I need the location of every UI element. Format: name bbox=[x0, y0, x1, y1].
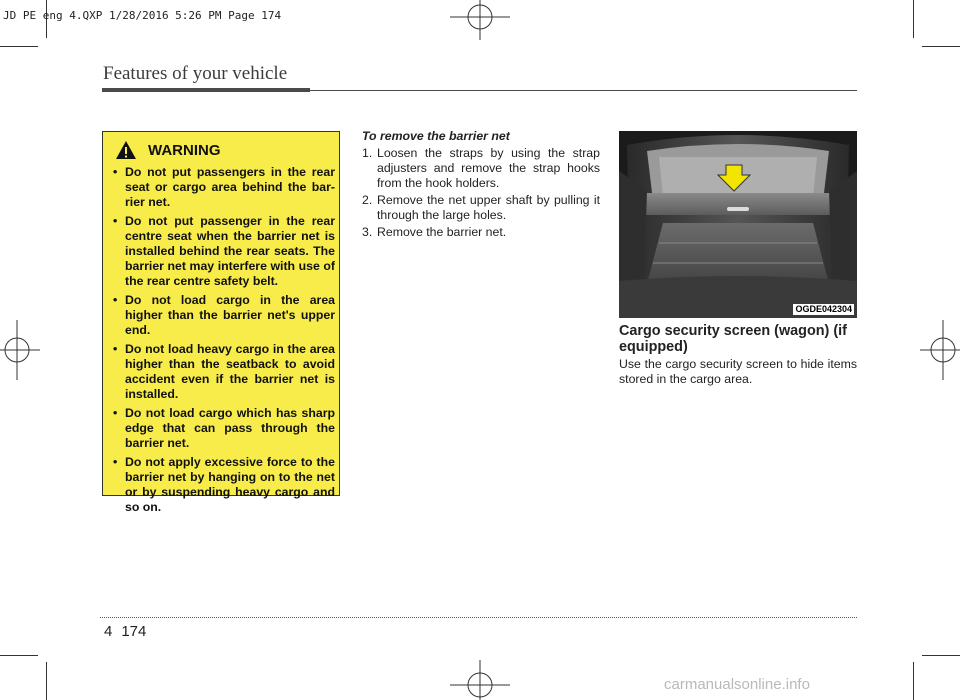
cargo-screen-heading: Cargo security screen (wagon) (if equipped) bbox=[619, 323, 847, 355]
warning-title: WARNING bbox=[148, 142, 221, 159]
removal-step bbox=[362, 193, 600, 223]
page-number bbox=[104, 623, 146, 640]
crop-mark bbox=[0, 655, 38, 656]
section-title: Features of your vehicle bbox=[103, 63, 288, 84]
warning-triangle-icon bbox=[115, 140, 137, 160]
removal-heading: To remove the barrier net bbox=[362, 129, 510, 143]
footer-rule bbox=[100, 617, 857, 618]
crop-mark bbox=[913, 662, 914, 700]
registration-mark-icon bbox=[920, 320, 960, 380]
warning-list bbox=[111, 165, 335, 519]
step-text: Remove the barrier net. bbox=[377, 225, 507, 239]
chapter-number: 4 bbox=[104, 623, 113, 640]
warning-item: • Do not load cargo which has sharp edge that can pass through the barrier net. bbox=[111, 406, 335, 451]
warning-item: • Do not load heavy cargo in the area higher than the seatback to avoid accident even if the barrier net is installed. bbox=[111, 342, 335, 402]
crop-mark bbox=[922, 46, 960, 47]
step-text: Loosen the straps by using the strap adjusters and remove the strap hooks from the hook holders. bbox=[377, 146, 600, 190]
title-rule bbox=[310, 90, 857, 91]
registration-mark-icon bbox=[0, 320, 40, 380]
crop-mark bbox=[913, 0, 914, 38]
crop-mark bbox=[0, 46, 38, 47]
crop-mark bbox=[922, 655, 960, 656]
registration-mark-icon bbox=[450, 660, 510, 700]
step-number: 1. bbox=[362, 146, 373, 160]
cargo-area-illustration bbox=[619, 131, 857, 318]
step-number: 3. bbox=[362, 225, 373, 239]
warning-box bbox=[102, 131, 340, 514]
removal-step bbox=[362, 225, 600, 240]
warning-item: • Do not load cargo in the area higher than the barrier net's upper end. bbox=[111, 293, 335, 338]
figure-code: OGDE042304 bbox=[795, 304, 852, 314]
page-number-value: 174 bbox=[121, 623, 147, 640]
removal-step bbox=[362, 146, 600, 191]
removal-steps bbox=[362, 146, 600, 242]
cargo-screen-description: Use the cargo security screen to hide items stored in the cargo area. bbox=[619, 357, 857, 386]
cargo-area-photo bbox=[619, 131, 857, 318]
warning-item: • Do not apply excessive force to the barrier net by hanging on to the net or by suspending heavy cargo and so on. bbox=[111, 455, 335, 515]
warning-item: • Do not put passenger in the rear centre seat when the barrier net is installed behind the rear seats. The barrier net may interfere with use of the rear centre safety belt. bbox=[111, 214, 335, 289]
title-rule bbox=[102, 88, 310, 92]
registration-mark-icon bbox=[450, 0, 510, 40]
print-slug: JD PE eng 4.QXP 1/28/2016 5:26 PM Page 174 bbox=[3, 9, 282, 22]
crop-mark bbox=[46, 662, 47, 700]
warning-item: • Do not put passengers in the rear seat or cargo area behind the bar-rier net. bbox=[111, 165, 335, 210]
step-number: 2. bbox=[362, 193, 373, 207]
watermark[interactable]: carmanualsonline.info bbox=[664, 676, 810, 693]
step-text: Remove the net upper shaft by pulling it through the large holes. bbox=[377, 193, 600, 222]
